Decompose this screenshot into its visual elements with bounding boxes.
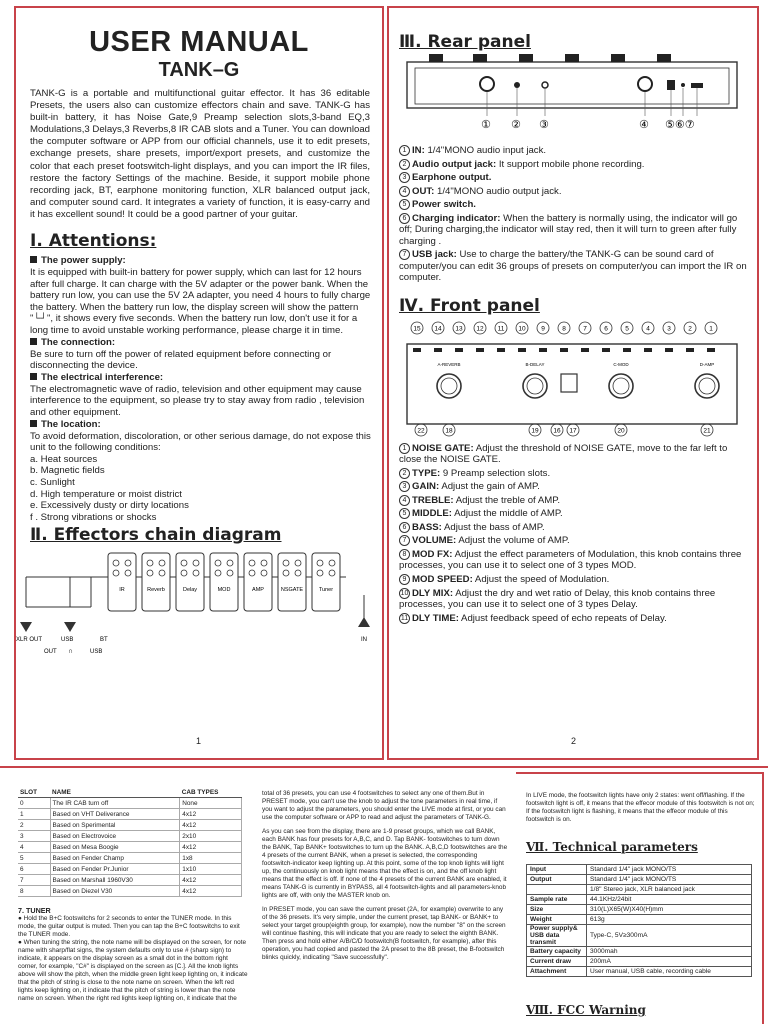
item-number: 11 bbox=[400, 614, 409, 622]
front-item-1 bbox=[389, 443, 757, 466]
table-row bbox=[18, 820, 242, 831]
param-name: Current draw bbox=[527, 957, 587, 967]
table-row bbox=[18, 831, 242, 842]
rear-item-4 bbox=[389, 186, 757, 198]
item-description: When the battery is normally using, the indicator will go off; During charging,the indicator will stay red, then it will turn to green after fully charging . bbox=[399, 212, 738, 247]
param-name: Weight bbox=[527, 915, 587, 925]
chain-pedal-label: IR bbox=[119, 587, 125, 594]
param-value: 1/8" Stereo jack, XLR balanced jack bbox=[587, 885, 752, 895]
item-number: 9 bbox=[399, 574, 410, 585]
item-label: Power switch. bbox=[412, 199, 476, 211]
front-callout-number: 13 bbox=[455, 325, 463, 333]
connection-heading: The connection: bbox=[16, 337, 382, 349]
param-name: Power supply& USB data transmit bbox=[527, 925, 587, 947]
item-label: Audio output jack: bbox=[412, 158, 497, 170]
preset-text-1: total of 36 presets, you can use 4 footswitches to select any one of them.But in PRESET mode, you can't use the knob to adjust the tone parameters in real time, if you want to adjust the parameters, you should enter the LIVE mode at first, or you can use the computer software or APP to read and adjust the parameters of TANK-G. bbox=[262, 790, 506, 821]
param-name: Sample rate bbox=[527, 895, 587, 905]
front-item-2 bbox=[389, 468, 757, 480]
item-description: Adjust the middle of AMP. bbox=[451, 508, 563, 520]
param-name: Output bbox=[527, 875, 587, 885]
front-callout-number: 11 bbox=[497, 325, 505, 333]
front-callout-number: 10 bbox=[518, 325, 526, 333]
rear-num-2: ② bbox=[511, 118, 521, 131]
front-callout-number: 15 bbox=[413, 325, 421, 333]
rear-panel-illustration bbox=[389, 54, 759, 140]
effects-chain-diagram bbox=[16, 547, 382, 657]
location-item: b. Magnetic fields bbox=[30, 465, 105, 477]
table-cell: 4x12 bbox=[180, 886, 242, 897]
item-description: 1/4"MONO audio output jack. bbox=[434, 185, 562, 197]
table-cell: Based on Fender Pr.Junior bbox=[50, 864, 180, 875]
item-number: 5 bbox=[399, 508, 410, 519]
output-jack-icon bbox=[638, 77, 652, 91]
table-row bbox=[527, 905, 752, 915]
xlr-out-arrow bbox=[20, 622, 32, 632]
front-control-knob bbox=[560, 348, 568, 352]
front-control-knob bbox=[455, 348, 463, 352]
table-row bbox=[18, 864, 242, 875]
table-cell: The IR CAB turn off bbox=[50, 798, 180, 809]
front-control-knob bbox=[518, 348, 526, 352]
chain-pedal-label: MOD bbox=[217, 587, 231, 594]
front-item-4 bbox=[389, 495, 757, 507]
item-description: 9 Preamp selection slots. bbox=[440, 467, 551, 479]
location-item: d. High temperature or moist district bbox=[30, 488, 182, 500]
table-cell: Based on Mesa Boogie bbox=[50, 842, 180, 853]
front-callout-number: 6 bbox=[604, 325, 608, 333]
item-description: Adjust the speed of Modulation. bbox=[472, 574, 610, 585]
front-panel-list bbox=[389, 443, 757, 624]
table-cell: 7 bbox=[18, 875, 50, 886]
rear-item-5 bbox=[389, 199, 757, 211]
front-control-knob bbox=[434, 348, 442, 352]
item-description: Adjust the treble of AMP. bbox=[453, 494, 561, 506]
table-row bbox=[18, 853, 242, 864]
param-name: Battery capacity bbox=[527, 947, 587, 957]
chain-pedal-delay bbox=[176, 553, 204, 611]
rear-item-1 bbox=[389, 145, 757, 157]
fcc-heading: Ⅷ. FCC Warning bbox=[526, 1003, 646, 1017]
front-callout-number: 17 bbox=[569, 427, 577, 435]
table-cell: 0 bbox=[18, 798, 50, 809]
table-row bbox=[527, 875, 752, 885]
param-name: Size bbox=[527, 905, 587, 915]
front-callout-number: 8 bbox=[562, 325, 566, 333]
item-label: GAIN: bbox=[412, 481, 440, 493]
footswitch-label: B-DELAY bbox=[525, 361, 545, 367]
live-mode-text: In LIVE mode, the footswitch lights have only 2 states: went off/flashing. If the footswitch light is off, it means that the effecor module of this footswitch is not on; If the footswitch light is flashing, it means that the effecor module of this footswitch is on. bbox=[526, 792, 755, 823]
front-control-knob bbox=[602, 348, 610, 352]
table-row bbox=[527, 947, 752, 957]
footswitch-label: D-AMP bbox=[699, 361, 715, 367]
front-control-knob bbox=[644, 348, 652, 352]
table-cell: 4 bbox=[18, 842, 50, 853]
chain-heading: Ⅱ. Effectors chain diagram bbox=[30, 525, 282, 546]
item-number: 1 bbox=[399, 145, 410, 156]
location-item: c. Sunlight bbox=[30, 476, 75, 488]
page-divider bbox=[0, 766, 768, 768]
table-cell: Based on Electrovoice bbox=[50, 831, 180, 842]
front-control-knob bbox=[413, 348, 421, 352]
rear-num-3: ③ bbox=[539, 118, 549, 131]
tech-table bbox=[526, 864, 752, 977]
xlr-label: XLR OUT bbox=[16, 637, 43, 644]
item-number: 4 bbox=[399, 495, 410, 506]
preset-text-2: As you can see from the display, there are 1-9 preset groups, which we call BANK, each BANK has four presets for A,B,C, and D. Tap BANK- footswitches to turn down the BANK, Tap BANK+ footswitches to turn up the BANK. A,B,C,D footswitches are the 4 presets of the current BANK, when a preset is selected, the corresponding footswitch-indicator keep lighting up. At this point, some of the top knob lights will light up, the continuously on knob light means that the effect is on, and the off knob light means that the effect is off. If none of the 4 presets of the current BANK are enabled, it means TANK-G is currently in BYPASS, all 4 footswitch-lights and all parameters-knob lights are off, with only the MASTER knob on. bbox=[262, 828, 508, 899]
item-number: 2 bbox=[399, 159, 410, 170]
table-row bbox=[527, 915, 752, 925]
item-number: 3 bbox=[399, 481, 410, 492]
front-callout-number: 12 bbox=[476, 325, 484, 333]
item-label: OUT: bbox=[412, 185, 435, 197]
power-text: It is equipped with built-in battery for power supply, which can last for 12 hours after full charge. It can charge with the 5V adapter or the power bank. When the battery run low, you can use the 5V 2A adapter, you need 4 hours to fully charge the battery. When the battery run low, the display screen will show the pattern "└┘", it shows every five seconds. When the battery run low, don't use it for a long time to avoid unstable working performance, please charge it in time. bbox=[30, 267, 371, 336]
item-description: It support mobile phone recording. bbox=[496, 158, 645, 170]
display-screen bbox=[561, 374, 577, 392]
location-item: e. Excessively dusty or dirty locations bbox=[30, 500, 189, 512]
table-cell: Based on Diezel V30 bbox=[50, 886, 180, 897]
item-number: 5 bbox=[399, 199, 410, 210]
phones-label: ∩ bbox=[68, 648, 74, 656]
param-name: Attachment bbox=[527, 967, 587, 977]
table-cell: 4x12 bbox=[180, 820, 242, 831]
manual-title: USER MANUAL bbox=[89, 26, 309, 58]
front-item-11 bbox=[389, 613, 757, 625]
front-control-knob bbox=[539, 348, 547, 352]
table-cell: Based on VHT Deliverance bbox=[50, 809, 180, 820]
intro-text: TANK-G is a portable and multifunctional guitar effector. It has 36 editable Presets, the users also can customize effectors chain and save. TANK-G has built-in battery, it has Noise Gate,9 Preamp selection slots,3-band EQ,3 Modulations,3 Delays,3 Reverbs,8 IR CAB slots and a Tuner. You can download the computer software or APP from our official channels, use it to edit presets, exchange presets, share presets, import/export presets, and customize the color that each preset footswitch-light displays, and you can import the IR files, restore the factory Settings of the machine. Beside, it support mobile phone recording jack, BT, earphone monitoring function, XLR balanced output jack, and computer sound card. It integrates a variety of function, it is easy-carry and it has excellent sound! It could be a good partner of your guitar. bbox=[30, 88, 370, 220]
rear-item-6 bbox=[389, 213, 757, 248]
table-row bbox=[18, 886, 242, 897]
table-row bbox=[527, 957, 752, 967]
item-label: IN: bbox=[412, 145, 425, 157]
front-callout-number: 16 bbox=[553, 427, 561, 435]
power-switch-icon bbox=[667, 80, 675, 90]
cab-slot-table bbox=[18, 788, 242, 897]
table-cell: 3 bbox=[18, 831, 50, 842]
item-number: 7 bbox=[399, 535, 410, 546]
item-label: USB jack: bbox=[412, 249, 457, 261]
interference-text: The electromagnetic wave of radio, television and other equipment may cause interference to the equipment, so please try to stay away from radio , television and other equipment. bbox=[30, 383, 365, 418]
earphone-jack-icon bbox=[542, 82, 548, 88]
footswitch-label: A-REVERB bbox=[437, 361, 461, 367]
table-cell: 1 bbox=[18, 809, 50, 820]
table-cell: Based on Fender Champ bbox=[50, 853, 180, 864]
location-text: To avoid deformation, discoloration, or other serious damage, do not expose this unit to the following conditions: bbox=[30, 430, 371, 454]
item-number: 1 bbox=[399, 443, 410, 454]
rear-item-3 bbox=[389, 172, 757, 184]
front-callout-number: 20 bbox=[617, 427, 625, 435]
page-number: 2 bbox=[571, 736, 577, 746]
item-number: 10 bbox=[400, 589, 409, 597]
audio-out-jack-icon bbox=[514, 82, 520, 88]
item-number: 6 bbox=[399, 522, 410, 533]
charging-led-icon bbox=[681, 83, 685, 87]
item-description: Adjust the effect parameters of Modulation, this knob contains three processes, you can use it to select one of 3 types MOD. bbox=[399, 548, 742, 572]
col-name: NAME bbox=[50, 788, 180, 798]
footswitch-label: C-MOD bbox=[613, 361, 629, 367]
front-item-7 bbox=[389, 535, 757, 547]
param-value: 3000mah bbox=[587, 947, 752, 957]
col-slot: SLOT bbox=[18, 788, 50, 798]
item-label: MIDDLE: bbox=[412, 508, 452, 520]
table-cell: 6 bbox=[18, 864, 50, 875]
param-name: Input bbox=[527, 865, 587, 875]
table-cell: 1x8 bbox=[180, 853, 242, 864]
out-label: OUT bbox=[44, 649, 57, 656]
front-control-knob bbox=[707, 348, 715, 352]
chain-pedal-tuner bbox=[312, 553, 340, 611]
chain-pedal-label: AMP bbox=[252, 587, 264, 594]
chain-pedal-label: NSGATE bbox=[280, 587, 304, 594]
manual-page-4 bbox=[256, 772, 514, 1024]
item-label: DLY MIX: bbox=[412, 587, 454, 599]
param-value: 613g bbox=[587, 915, 752, 925]
item-description: Adjust the gain of AMP. bbox=[439, 481, 540, 493]
front-control-knob bbox=[623, 348, 631, 352]
chain-pedal-ir bbox=[108, 553, 136, 611]
rear-num-1: ① bbox=[481, 118, 491, 131]
rear-num-4: ④ bbox=[639, 118, 649, 131]
table-row bbox=[18, 842, 242, 853]
front-panel-illustration bbox=[389, 318, 759, 438]
usb-label: USB bbox=[61, 637, 74, 644]
front-item-5 bbox=[389, 508, 757, 520]
front-callout-number: 3 bbox=[667, 325, 671, 333]
table-row bbox=[527, 925, 752, 947]
usb-port-icon bbox=[691, 83, 703, 88]
in-label: IN bbox=[361, 637, 367, 644]
input-jack-icon bbox=[480, 77, 494, 91]
front-callout-number: 22 bbox=[417, 427, 425, 435]
bt-label: BT bbox=[100, 637, 108, 644]
table-row bbox=[527, 865, 752, 875]
item-number: 3 bbox=[399, 172, 410, 183]
location-heading: The location: bbox=[16, 419, 382, 431]
connection-text: Be sure to turn off the power of related equipment before connecting or disconnecting the device. bbox=[30, 348, 332, 372]
table-row bbox=[527, 895, 752, 905]
front-callout-number: 21 bbox=[703, 427, 711, 435]
front-item-8 bbox=[389, 549, 757, 572]
rear-panel-heading: Ⅲ. Rear panel bbox=[399, 32, 531, 52]
param-value: Standard 1/4" jack MONO/TS bbox=[587, 865, 752, 875]
item-description: Adjust the bass of AMP. bbox=[441, 521, 545, 533]
table-row bbox=[527, 967, 752, 977]
item-description: Adjust the dry and wet ratio of Delay, this knob contains three processes, you can use it to select one of 3 types Delay. bbox=[399, 587, 716, 611]
item-label: TREBLE: bbox=[412, 494, 454, 506]
tech-heading: Ⅶ. Technical parameters bbox=[526, 840, 698, 854]
manual-page-1 bbox=[14, 6, 384, 760]
chain-pedal-label: Tuner bbox=[318, 587, 334, 594]
param-value: Type-C, 5V≥300mA bbox=[587, 925, 752, 947]
product-name: TANK–G bbox=[158, 59, 240, 81]
item-number: 6 bbox=[399, 213, 410, 224]
item-number: 7 bbox=[399, 249, 410, 260]
front-item-6 bbox=[389, 522, 757, 534]
item-number: 8 bbox=[399, 549, 410, 560]
manual-page-5 bbox=[516, 772, 764, 1024]
front-callout-number: 19 bbox=[531, 427, 539, 435]
item-number: 4 bbox=[399, 186, 410, 197]
table-cell: 2x10 bbox=[180, 831, 242, 842]
front-control-knob bbox=[665, 348, 673, 352]
preset-text-3: In PRESET mode, you can save the current preset (2A, for example) overwrite to any of the 36 presets. It's very simple, under the current preset, tap BANK- or BANK+ to select your target group(eighth group, for example), now the number "8" on the screen will continue flashing, this will indicate that you are ready to select the eighth BANK. Then press and hold either A/B/C/D footswitch(B footswitch, for example), after this operation, you had copied and pasted the 2A preset to the 8B preset, the B-footswitch blinks quickly, indicating "Save successfully". bbox=[262, 906, 506, 961]
power-heading: The power supply: bbox=[16, 255, 382, 267]
param-value: 44.1KHz/24bit bbox=[587, 895, 752, 905]
table-cell: 4x12 bbox=[180, 875, 242, 886]
tuner-text-1: ● Hold the B+C footswitchs for 2 seconds to enter the TUNER mode. In this mode, the guitar output is muted. Then you can tap the B+C footswitchs to exit the TUNER mode. bbox=[18, 915, 240, 938]
item-description: Adjust the volume of AMP. bbox=[456, 535, 570, 547]
item-description: Use to charge the battery/the TANK-G can be sound card of computer/you can edit 36 groups of presets on computer/you can import the IR on computer. bbox=[399, 249, 747, 284]
item-label: TYPE: bbox=[412, 467, 441, 479]
table-row bbox=[18, 875, 242, 886]
front-control-knob bbox=[686, 348, 694, 352]
manual-page-3 bbox=[4, 772, 254, 1024]
param-value: 200mA bbox=[587, 957, 752, 967]
table-cell: 2 bbox=[18, 820, 50, 831]
item-label: DLY TIME: bbox=[412, 612, 459, 624]
input-arrow bbox=[358, 617, 370, 627]
location-item: f . Strong vibrations or shocks bbox=[30, 511, 157, 523]
table-cell: Based on Sperimental bbox=[50, 820, 180, 831]
chain-pedal-reverb bbox=[142, 553, 170, 611]
rear-num-567: ⑤⑥⑦ bbox=[665, 118, 695, 131]
front-callout-number: 1 bbox=[709, 325, 713, 333]
table-cell: None bbox=[180, 798, 242, 809]
item-description: Adjust the threshold of NOISE GATE, move to the far left to close the NOISE GATE. bbox=[399, 442, 728, 466]
item-label: VOLUME: bbox=[412, 535, 457, 547]
table-row bbox=[18, 809, 242, 820]
param-value: 310(L)X65(W)X40(H)mm bbox=[587, 905, 752, 915]
rear-item-7 bbox=[389, 249, 757, 284]
front-control-knob bbox=[476, 348, 484, 352]
front-callout-number: 7 bbox=[583, 325, 587, 333]
param-value: Standard 1/4" jack MONO/TS bbox=[587, 875, 752, 885]
page-number: 1 bbox=[196, 736, 202, 746]
table-cell: 4x12 bbox=[180, 809, 242, 820]
chain-pedal-label: Reverb bbox=[147, 587, 165, 594]
table-cell: 5 bbox=[18, 853, 50, 864]
table-cell: Based on Marshall 1960V30 bbox=[50, 875, 180, 886]
front-callout-number: 2 bbox=[688, 325, 692, 333]
chain-pedal-mod bbox=[210, 553, 238, 611]
tuner-text-2: ● When tuning the string, the note name will be displayed on the screen, for note name with sharp/flat signs, the system defaults only to use # (sharp sign) to indicate, it appears on the display screen as a small dot in the bottom right corner, for example, "C#" is displayed on the screen as [C.]. All the knob lights above will show the pitch, when the middle green light keep lighting on, it indicate that the pitch of string is close to the note name on screen. When the left red lights keep lighting on, it indicate that the pitch of string is lower than the note name on screen. When the right red lights keep lighting on, it indicate that the bbox=[18, 939, 248, 1002]
front-control-knob bbox=[497, 348, 505, 352]
front-panel-heading: Ⅳ. Front panel bbox=[399, 295, 540, 316]
manual-page-2 bbox=[387, 6, 759, 760]
table-cell: 8 bbox=[18, 886, 50, 897]
attentions-heading: Ⅰ. Attentions: bbox=[30, 231, 157, 252]
item-description: Adjust feedback speed of echo repeats of Delay. bbox=[458, 612, 667, 624]
tuner-heading: 7. TUNER bbox=[18, 906, 51, 915]
front-callout-number: 14 bbox=[434, 325, 442, 333]
param-name bbox=[527, 885, 587, 895]
item-description: 1/4"MONO audio input jack. bbox=[424, 145, 547, 157]
chain-pedal-amp bbox=[244, 553, 272, 611]
interference-heading: The electrical interference: bbox=[16, 372, 382, 384]
usb-arrow bbox=[64, 622, 76, 632]
front-item-9 bbox=[389, 574, 757, 586]
chain-pedal-nsgate bbox=[278, 553, 306, 611]
item-label: MOD SPEED: bbox=[412, 574, 473, 585]
table-cell: 4x12 bbox=[180, 842, 242, 853]
item-number: 2 bbox=[399, 468, 410, 479]
rear-item-2 bbox=[389, 159, 757, 171]
front-control-knob bbox=[581, 348, 589, 352]
usb-out-label: USB bbox=[90, 649, 103, 656]
location-list bbox=[16, 454, 382, 524]
item-label: MOD FX: bbox=[412, 548, 453, 560]
item-label: BASS: bbox=[412, 521, 442, 533]
item-label: Charging indicator: bbox=[412, 212, 501, 224]
item-label: Earphone output. bbox=[412, 172, 492, 184]
front-item-10 bbox=[389, 588, 757, 611]
item-label: NOISE GATE: bbox=[412, 442, 474, 454]
table-cell: 1x10 bbox=[180, 864, 242, 875]
param-value: User manual, USB cable, recording cable bbox=[587, 967, 752, 977]
col-cab: CAB TYPES bbox=[180, 788, 242, 798]
chain-pedal-label: Delay bbox=[182, 587, 198, 594]
front-item-3 bbox=[389, 481, 757, 493]
location-item: a. Heat sources bbox=[30, 453, 98, 465]
rear-panel-list bbox=[389, 145, 757, 284]
front-callout-number: 4 bbox=[646, 325, 650, 333]
front-callout-number: 5 bbox=[625, 325, 629, 333]
front-callout-number: 9 bbox=[541, 325, 545, 333]
table-row bbox=[18, 798, 242, 809]
table-row bbox=[527, 885, 752, 895]
front-callout-number: 18 bbox=[445, 427, 453, 435]
